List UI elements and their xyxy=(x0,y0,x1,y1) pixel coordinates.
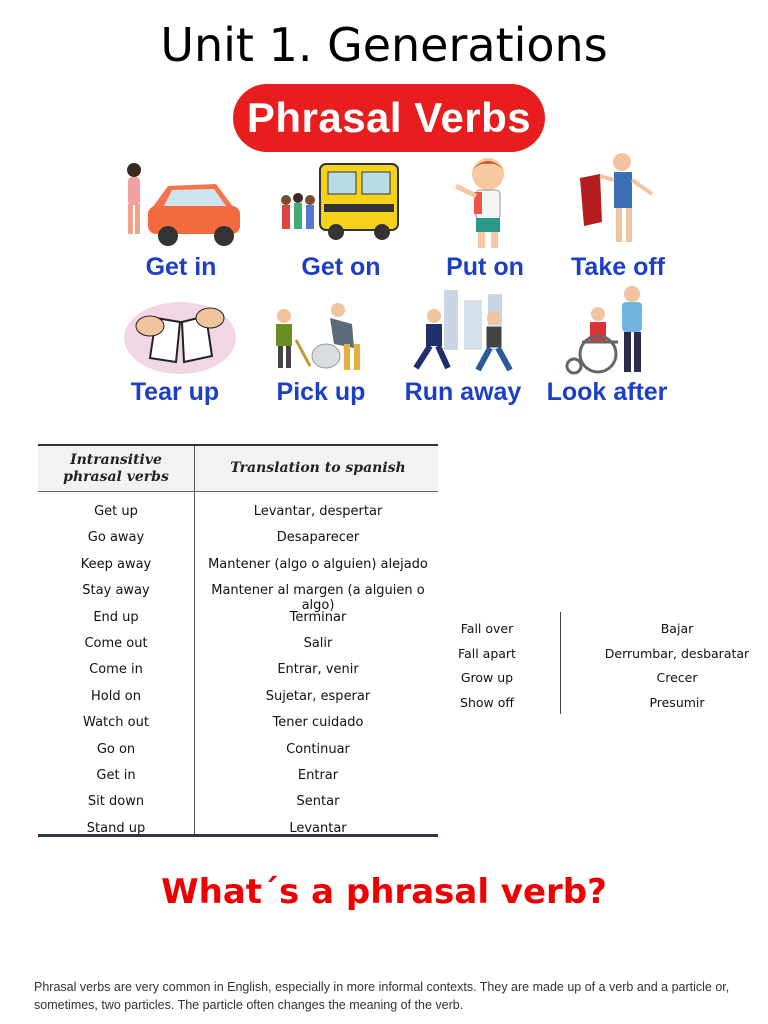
verb-label-pick-up: Pick up xyxy=(276,378,366,406)
table2-column-divider xyxy=(560,612,561,714)
table-cell-translation: Tener cuidado xyxy=(272,715,364,731)
banner-text: Phrasal Verbs xyxy=(246,94,532,141)
table-cell-translation: Levantar xyxy=(289,820,347,836)
table-cell-translation: Terminar xyxy=(289,609,347,625)
take-off-illustration xyxy=(556,150,696,246)
get-on-illustration xyxy=(276,156,416,252)
verb-label-take-off: Take off xyxy=(571,253,665,281)
table-cell-verb: Keep away xyxy=(80,556,152,572)
table-cell-verb: Get up xyxy=(94,504,138,519)
table-cell-verb: End up xyxy=(93,609,139,625)
table-cell-verb: Sit down xyxy=(87,794,145,810)
table-cell-translation: Mantener al margen (a alguien o algo) xyxy=(211,583,425,614)
verb-label-run-away: Run away xyxy=(404,378,522,406)
table-cell-verb: Go away xyxy=(87,530,145,546)
tear-up-illustration xyxy=(110,292,250,388)
run-away-illustration xyxy=(404,286,544,382)
table2-cell-verb: Show off xyxy=(460,694,514,710)
table-cell-verb: Hold on xyxy=(91,688,141,704)
table-cell-translation: Mantener (algo o alguien) alejado xyxy=(208,556,428,572)
table2-cell-translation: Bajar xyxy=(660,621,694,636)
table-cell-verb: Get in xyxy=(96,768,136,783)
table-cell-verb: Go on xyxy=(96,741,136,757)
table-cell-translation: Sujetar, esperar xyxy=(265,688,371,704)
table-cell-translation: Entrar xyxy=(297,768,339,783)
table-cell-verb: Come in xyxy=(89,662,143,678)
definition-paragraph: Phrasal verbs are very common in English, especially in more informal contexts. They are made up of a verb and a particle or, sometimes, two particles. The particle often changes the meaning of the verb. xyxy=(34,980,730,1012)
verb-label-get-on: Get on xyxy=(301,253,381,281)
put-on-illustration xyxy=(416,156,556,252)
header-translation: Translation to spanish xyxy=(230,460,406,476)
table-cell-verb: Watch out xyxy=(83,715,149,731)
table-header xyxy=(38,446,438,492)
verb-label-tear-up: Tear up xyxy=(130,378,220,406)
table2-cell-verb: Grow up xyxy=(460,670,514,685)
get-in-illustration xyxy=(116,156,256,252)
verb-label-look-after: Look after xyxy=(546,378,668,406)
table2-cell-verb: Fall apart xyxy=(458,645,516,661)
table-cell-translation: Desaparecer xyxy=(276,530,360,546)
table2-cell-verb: Fall over xyxy=(460,621,514,636)
header-intransitive: Intransitive phrasal verbs xyxy=(63,452,169,485)
verb-label-put-on: Put on xyxy=(446,253,524,281)
page-title: Unit 1. Generations xyxy=(160,18,608,72)
table2-cell-translation: Crecer xyxy=(656,670,698,685)
phrasal-verbs-banner xyxy=(233,84,545,152)
table-cell-translation: Sentar xyxy=(296,794,340,810)
question-heading: What´s a phrasal verb? xyxy=(161,872,607,912)
table-header-divider xyxy=(38,491,438,492)
intransitive-verbs-table xyxy=(38,444,438,838)
table-cell-verb: Stay away xyxy=(82,583,150,599)
table-cell-translation: Levantar, despertar xyxy=(253,504,383,519)
table-cell-translation: Continuar xyxy=(286,741,350,757)
table-cell-verb: Stand up xyxy=(86,820,146,836)
table-cell-verb: Come out xyxy=(84,636,148,651)
table-cell-translation: Salir xyxy=(303,636,333,651)
table2-cell-translation: Derrumbar, desbaratar xyxy=(604,645,750,661)
table2-cell-translation: Presumir xyxy=(649,694,705,710)
verb-label-get-in: Get in xyxy=(145,253,217,281)
look-after-illustration xyxy=(552,282,692,378)
table-cell-translation: Entrar, venir xyxy=(277,662,359,678)
